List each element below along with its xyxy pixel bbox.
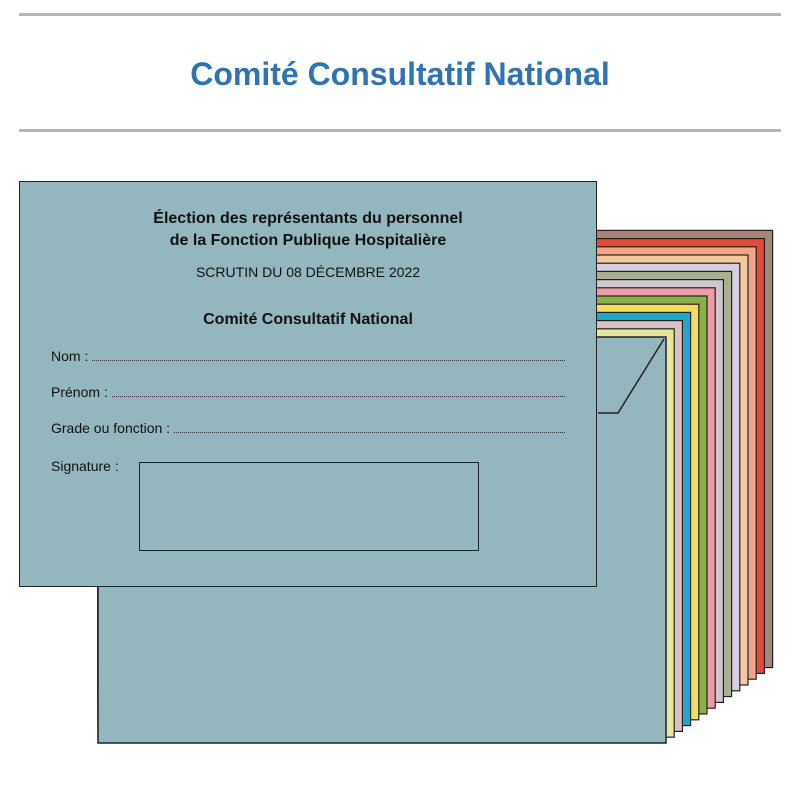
card-committee-title: Comité Consultatif National xyxy=(203,311,413,328)
page-title: Comité Consultatif National xyxy=(190,56,610,92)
ballot-card xyxy=(19,181,597,587)
prenom-label: Prénom : xyxy=(51,384,108,400)
grade-dotted-line xyxy=(174,431,565,433)
nom-dotted-line xyxy=(92,359,565,361)
nom-label: Nom : xyxy=(51,348,89,364)
signature-label: Signature : xyxy=(51,458,119,474)
card-heading-line2: de la Fonction Publique Hospitalière xyxy=(169,232,447,249)
card-heading-line1: Élection des représentants du personnel xyxy=(153,210,463,227)
grade-label: Grade ou fonction : xyxy=(51,420,171,436)
prenom-dotted-line xyxy=(112,395,565,397)
scrutin-date: SCRUTIN DU 08 DÉCEMBRE 2022 xyxy=(195,264,421,280)
grade-field xyxy=(51,419,565,437)
prenom-field xyxy=(51,383,565,401)
nom-field xyxy=(51,347,565,365)
signature-box xyxy=(139,462,479,551)
